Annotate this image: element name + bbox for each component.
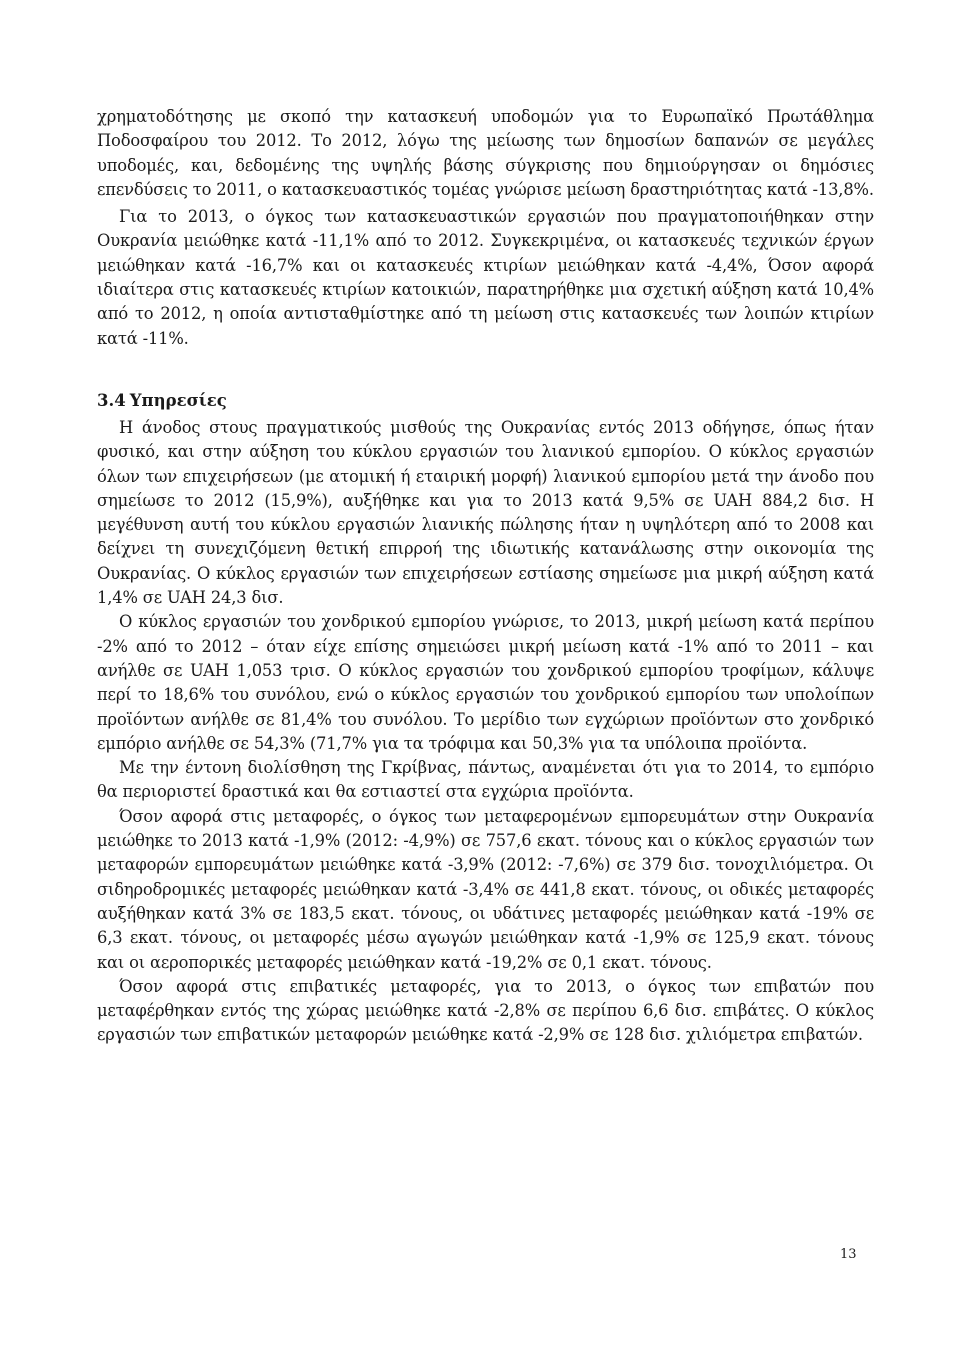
page-number: 13 bbox=[840, 1247, 857, 1262]
paragraph-currency-outlook: Με την έντονη διολίσθηση της Γκρίβνας, πάντως, αναμένεται ότι για το 2014, το εμπόριο θα περιοριστεί δραστικά και θα εστιαστεί στα εγχώρια προϊόντα. bbox=[97, 758, 874, 802]
paragraph-retail: Η άνοδος στους πραγματικούς μισθούς της Ουκρανίας εντός 2013 οδήγησε, όπως ήταν φυσικό, και στην αύξηση του κύκλου εργασιών του λιανικού εμπορίου. Ο κύκλος εργασιών όλων των επιχειρήσεων (με ατομική ή εταιρική μορφή) λιανικού εμπορίου μετά την άνοδο που σημείωσε το 2012 (15,9%), αυξήθηκε και για το 2013 κατά 9,5% σε UAH 884,2 δισ. Η μεγέθυνση αυτή του κύκλου εργασιών λιανικής πώλησης ήταν η υψηλότερη από το 2008 και δείχνει τη συνεχιζόμενη θετική επιρροή της ιδιωτικής κατανάλωσης στην οικονομία της Ουκρανίας. Ο κύκλος εργασιών των επιχειρήσεων εστίασης σημείωσε μια μικρή αύξηση κατά 1,4% σε UAH 24,3 δισ. bbox=[97, 417, 874, 608]
section-title: Υπηρεσίες bbox=[129, 390, 227, 410]
paragraph-construction-2012: χρηματοδότησης με σκοπό την κατασκευή υποδομών για το Ευρωπαϊκό Πρωτάθλημα Ποδοσφαίρου του 2012. Το 2012, λόγω της μείωσης των δημοσίων δαπανών σε μεγάλες υποδομές, και, δεδομένης της υψηλής βάσης σύγκρισης που δημιούργησαν οι δημόσιες επενδύσεις το 2011, ο κατασκευαστικός τομέας γνώρισε μείωση δραστηριότητας κατά -13,8%. bbox=[97, 107, 874, 199]
paragraph-wholesale: Ο κύκλος εργασιών του χονδρικού εμπορίου γνώρισε, το 2013, μικρή μείωση κατά περίπου -2% από το 2012 – όταν είχε επίσης σημειώσει μικρή μείωση κατά -1% από το 2011 – και ανήλθε σε UAH 1,053 τρισ. Ο κύκλος εργασιών του χονδρικού εμπορίου τροφίμων, κάλυψε περί το 18,6% του συνόλου, ενώ ο κύκλος εργασιών του χονδρικού εμπορίου των υπολοίπων προϊόντων ανήλθε σε 81,4% του συνόλου. Το μερίδιο των εγχώριων προϊόντων στο χονδρικό εμπόριο ανήλθε σε 54,3% (71,7% για τα τρόφιμα και 50,3% για τα υπόλοιπα προϊόντα. bbox=[97, 612, 874, 753]
paragraph-passenger-transport: Όσον αφορά στις επιβατικές μεταφορές, για το 2013, ο όγκος των επιβατών που μεταφέρθηκαν εντός της χώρας μειώθηκε κατά -2,8% σε περίπου 6,6 δισ. επιβάτες. Ο κύκλος εργασιών των επιβατικών μεταφορών μειώθηκε κατά -2,9% σε 128 δισ. χιλιόμετρα επιβατών. bbox=[97, 976, 874, 1045]
document-page bbox=[97, 105, 874, 1048]
paragraph-construction-2013: Για το 2013, ο όγκος των κατασκευαστικών εργασιών που πραγματοποιήθηκαν στην Ουκρανία μειώθηκε κατά -11,1% από το 2012. Συγκεκριμένα, οι κατασκευές τεχνικών έργων μειώθηκαν κατά -16,7% και οι κατασκευές κτιρίων μειώθηκαν κατά -4,4%, Όσον αφορά ιδιαίτερα στις κατασκευές κτιρίων κατοικιών, παρατηρήθηκε μια σχετική αύξηση κατά 10,4% από το 2012, η οποία αντισταθμίστηκε από τη μείωση στις κατασκευές των λοιπών κτιρίων κατά -11%. bbox=[97, 207, 874, 348]
paragraph-freight-transport: Όσον αφορά στις μεταφορές, ο όγκος των μεταφερομένων εμπορευμάτων στην Ουκρανία μειώθηκε το 2013 κατά -1,9% (2012: -4,9%) σε 757,6 εκατ. τόνους και ο κύκλος εργασιών των μεταφορών εμπορευμάτων μειώθηκε κατά -3,9% (2012: -7,6%) σε 379 δισ. τονοχιλιόμετρα. Οι σιδηροδρομικές μεταφορές μειώθηκαν κατά -3,4% σε 441,8 εκατ. τόνους, οι οδικές μεταφορές αυξήθηκαν κατά 3% σε 183,5 εκατ. τόνους, οι υδάτινες μεταφορές μειώθηκαν κατά -19% σε 6,3 εκατ. τόνους, οι μεταφορές μέσω αγωγών μειώθηκαν κατά -1,9% σε 125,9 εκατ. τόνους και οι αεροπορικές μεταφορές μειώθηκαν κατά -19,2% σε 0,1 εκατ. τόνους. bbox=[97, 806, 874, 972]
section-heading bbox=[97, 389, 874, 413]
section-number: 3.4 bbox=[97, 390, 126, 410]
